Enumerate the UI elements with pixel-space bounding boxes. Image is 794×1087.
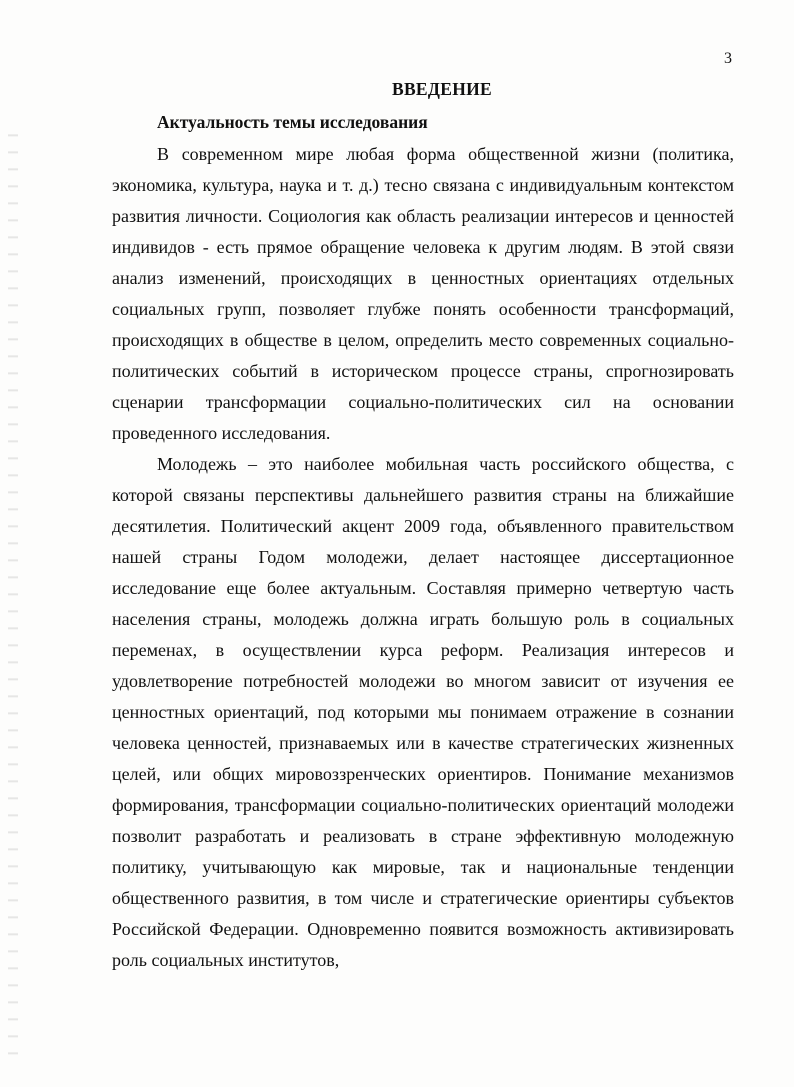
scan-margin-artifact xyxy=(8,120,18,1060)
page-title: ВВЕДЕНИЕ xyxy=(391,79,493,99)
paragraph-2: Молодежь – это наиболее мобильная часть российского общества, с которой связаны перспективы дальнейшего развития страны на ближайшие десятилетия. Политический акцент 2009 года, объявленного правительством нашей страны Годом молодежи, делает настоящее диссертационное исследование еще более актуальным. Составляя примерно четвертую часть населения страны, молодежь должна играть большую роль в социальных переменах, в осуществлении курса реформ. Реализация интересов и удовлетворение потребностей молодежи во многом зависит от изучения ее ценностных ориентаций, под которыми мы понимаем отражение в сознании человека ценностей, признаваемых или в качестве стратегических жизненных целей, или общих мировоззренческих ориентиров. Понимание механизмов формирования, трансформации социально-политических ориентаций молодежи позволит разработать и реализовать в стране эффективную молодежную политику, учитывающую как мировые, так и национальные тенденции общественного развития, в том числе и стратегические ориентиры субъектов Российской Федерации. Одновременно появится возможность активизировать роль социальных институтов, xyxy=(112,454,734,970)
page-number: 3 xyxy=(724,50,732,67)
body-text xyxy=(112,139,734,976)
section-heading: Актуальность темы исследования xyxy=(157,112,428,132)
paragraph-1: В современном мире любая форма общественной жизни (политика, экономика, культура, наука и т. д.) тесно связана с индивидуальным контекстом развития личности. Социология как область реализации интересов и ценностей индивидов - есть прямое обращение человека к другим людям. В этой связи анализ изменений, происходящих в ценностных ориентациях отдельных социальных групп, позволяет глубже понять особенности трансформаций, происходящих в обществе в целом, определить место современных социально-политических событий в историческом процессе страны, спрогнозировать сценарии трансформации социально-политических сил на основании проведенного исследования. xyxy=(112,144,734,443)
